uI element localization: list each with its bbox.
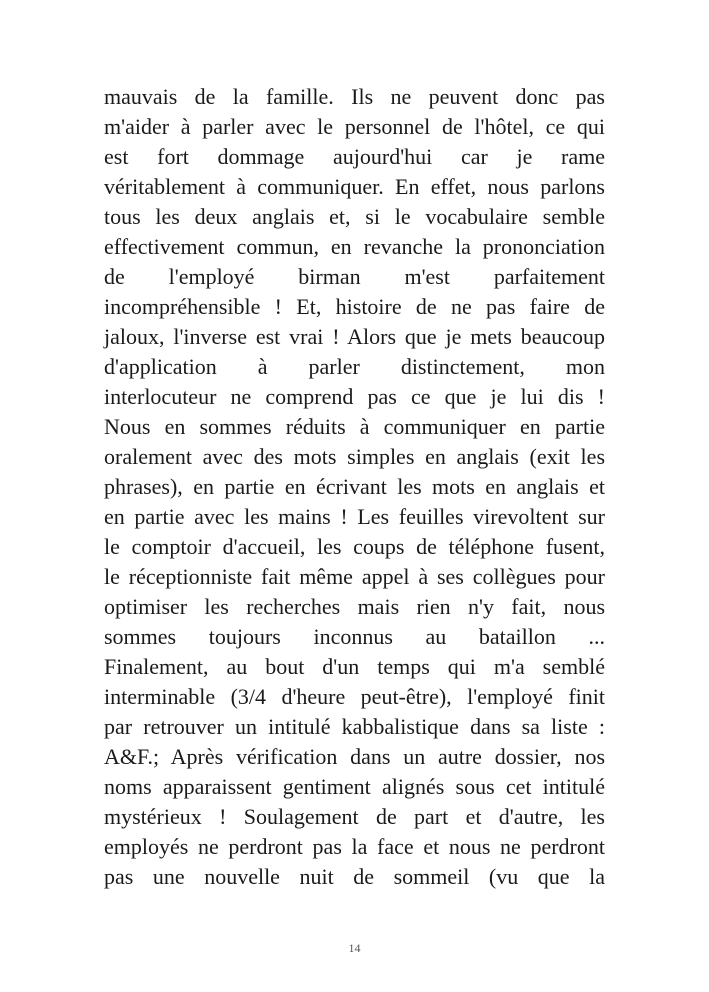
text-line: véritablement à communiquer. En effet, nous parlons bbox=[104, 174, 605, 199]
text-line: tous les deux anglais et, si le vocabulaire semble bbox=[104, 204, 605, 229]
text-line: sommes toujours inconnus au bataillon ... bbox=[104, 624, 605, 649]
text-line: m'aider à parler avec le personnel de l'hôtel, ce qui bbox=[104, 114, 605, 139]
text-line: employés ne perdront pas la face et nous ne perdront bbox=[104, 834, 605, 859]
text-line: est fort dommage aujourd'hui car je rame bbox=[104, 144, 605, 169]
text-line: mauvais de la famille. Ils ne peuvent donc pas bbox=[104, 84, 605, 109]
text-line: en partie avec les mains ! Les feuilles virevoltent sur bbox=[104, 504, 605, 529]
text-line: phrases), en partie en écrivant les mots en anglais et bbox=[104, 474, 605, 499]
text-line: A&F.; Après vérification dans un autre dossier, nos bbox=[104, 744, 605, 769]
text-line: interlocuteur ne comprend pas ce que je lui dis ! bbox=[104, 384, 605, 409]
body-text bbox=[104, 82, 605, 892]
text-line: d'application à parler distinctement, mon bbox=[104, 354, 605, 379]
text-line: pas une nouvelle nuit de sommeil (vu que la bbox=[104, 864, 605, 889]
text-line: incompréhensible ! Et, histoire de ne pas faire de bbox=[104, 294, 605, 319]
page-number: 14 bbox=[348, 941, 361, 955]
text-line: le réceptionniste fait même appel à ses collègues pour bbox=[104, 564, 605, 589]
text-line: mystérieux ! Soulagement de part et d'autre, les bbox=[104, 804, 605, 829]
text-line: Nous en sommes réduits à communiquer en partie bbox=[104, 414, 605, 439]
text-line: interminable (3/4 d'heure peut-être), l'employé finit bbox=[104, 684, 605, 709]
text-line: oralement avec des mots simples en anglais (exit les bbox=[104, 444, 605, 469]
text-line: de l'employé birman m'est parfaitement bbox=[104, 264, 605, 289]
text-line: optimiser les recherches mais rien n'y fait, nous bbox=[104, 594, 605, 619]
text-line: jaloux, l'inverse est vrai ! Alors que je mets beaucoup bbox=[104, 324, 605, 349]
text-line: Finalement, au bout d'un temps qui m'a semblé bbox=[104, 654, 605, 679]
text-line: par retrouver un intitulé kabbalistique dans sa liste : bbox=[104, 714, 605, 739]
text-line: le comptoir d'accueil, les coups de téléphone fusent, bbox=[104, 534, 605, 559]
text-line: effectivement commun, en revanche la prononciation bbox=[104, 234, 605, 259]
text-line: noms apparaissent gentiment alignés sous cet intitulé bbox=[104, 774, 605, 799]
